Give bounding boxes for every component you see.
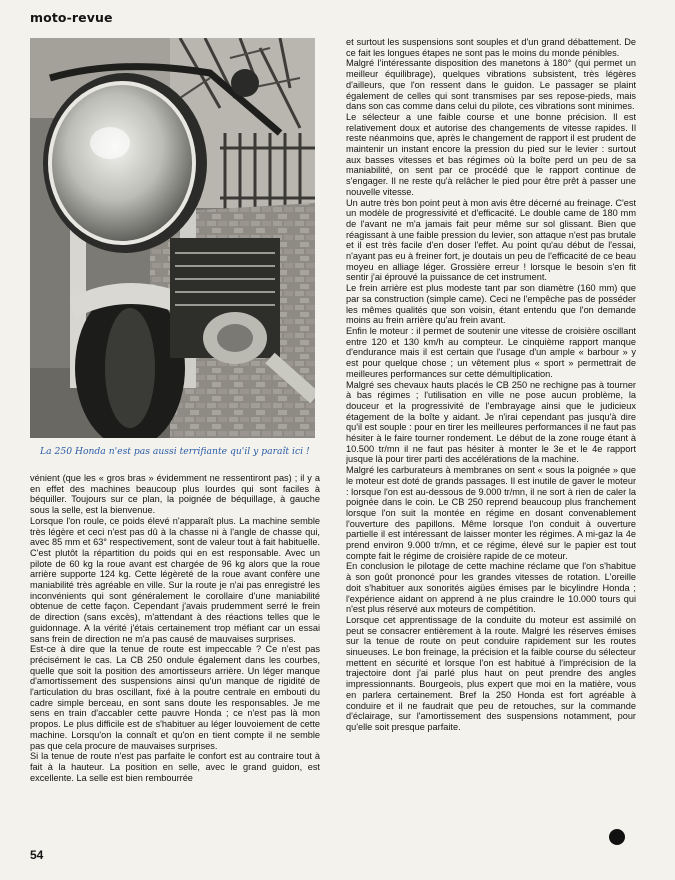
end-of-article-mark	[609, 829, 625, 845]
photo-caption: La 250 Honda n'est pas aussi terrifiante qu'il y paraît ici !	[40, 446, 310, 457]
article-right-column	[346, 37, 636, 845]
article-left-column	[30, 473, 320, 845]
paragraph: Lorsque l'on roule, ce poids élevé n'apparaît plus. La machine semble très légère et ceci n'est pas dû à la chasse ni à l'angle de chasse qui, avec 85 mm et 63° respectivement, sont de valeur tout à fait habituelle. C'est plutôt la répartition du poids qui en est responsable. Avec un pilote de 60 kg la roue avant est chargée de 96 kg alors que la roue arrière supporte 124 kg. Cette légèreté de la roue avant confère une maniabilité très agréable en ville. Sur la route je n'ai pas enregistré les inconvénients qui sont généralement le corollaire d'une maniabilité obtenue de cette façon. Cependant j'avais prudemment serré le frein de direction (sans excès), m'attendant à des réactions telles que le guidonnage. A la vérité j'étais certainement trop méfiant car un essai sans frein de direction ne m'a pas causé de mauvaises surprises.	[30, 515, 320, 644]
paragraph: Malgré les carburateurs à membranes on sent « sous la poignée » que le moteur est doté de grands passages. Il est inutile de gaver le moteur : lorsque l'on est au-dessous de 9.000 tr/mn, il ne sort à rien de caler la poignée dans le coin. Le CB 250 reprend beaucoup plus franchement lorsque l'on suit la montée en régime en dosant convenablement l'ouverture des papillons. Même lorsque l'on conduit à ouverture partielle il est intéressant de laisser monter les régimes. A mi-gaz la 4e prend environ 9.000 tr/mn, et ce régime, élevé sur le papier est tout compte fait le régime de croisière rapide de ce moteur.	[346, 465, 636, 561]
paragraph: Si la tenue de route n'est pas parfaite le confort est au contraire tout à fait à la hauteur. La position en selle, avec le grand guidon, est excellente. La selle est bien rembourrée	[30, 751, 320, 783]
paragraph: et surtout les suspensions sont souples et d'un grand débattement. De ce fait les longues étapes ne sont pas le moins du monde pénibles.	[346, 37, 636, 58]
paragraph: Malgré ses chevaux hauts placés le CB 250 ne rechigne pas à tourner à bas régimes ; l'utilisation en ville ne pose aucun problème, la douceur et la progressivité de l'embrayage ainsi que le judicieux étagement de la boîte y aidant. Je n'irai cependant pas jusqu'à dire qu'il est souple : pour en tirer les meilleures performances il ne faut pas hésiter à le faire tourner rondement. Le début de la zone rouge étant à 10.500 tr/mn il ne faut pas hésiter à monter le 3e et le 4e rapport jusque là pour tirer parti des accélérations de la machine.	[346, 379, 636, 465]
paragraph: Le sélecteur a une faible course et une bonne précision. Il est relativement doux et autorise des changements de vitesse rapides. Il reste néanmoins que, après le changement de rapport il est prudent de maintenir un instant encore la pression du pied sur le levier : surtout aux basses vitesses et bas régimes où la boîte perd un peu de sa maniabilité, on sent par ce procédé que le rapport continue de s'engager. Il ne reste qu'à relâcher le pied pour être prêt à passer une nouvelle vitesse.	[346, 111, 636, 197]
paragraph: Est-ce à dire que la tenue de route est impeccable ? Ce n'est pas précisément le cas. La CB 250 ondule également dans les courbes, quelle que soit la position des amortisseurs arrière. Un léger manque d'amortissement des suspensions ainsi qu'un manque de rigidité de l'articulation du bras oscillant, fixé à la poutre centrale en embouti du cadre simple berceau, en sont sans doute les responsables. Je me sens en train d'accabler cette pauvre Honda ; ce n'est pas là mon propos. Le plus difficile est de s'habituer au léger louvoiement de cette machine. Lorsqu'on la connaît et qu'on en tient compte il ne semble pas que cela procure de mauvaises surprises.	[30, 644, 320, 751]
magazine-title: moto-revue	[30, 10, 113, 25]
motorcycle-illustration	[30, 38, 315, 438]
paragraph: En conclusion le pilotage de cette machine réclame que l'on s'habitue à son goût prononcé pour les grandes vitesses de rotation. L'oreille doit s'habituer aux sonorités aigües émises par le bicylindre Honda ; l'expérience aidant on apprend à ne plus craindre le 10.000 tours qui n'est plus réservé aux moteurs de compétition.	[346, 561, 636, 615]
paragraph: Un autre très bon point peut à mon avis être décerné au freinage. C'est un modèle de progressivité et d'efficacité. Le double came de 180 mm de l'avant ne m'a jamais fait peur même sur sol glissant. Bien que réagissant à une faible pression du levier, son attaque n'est pas brutale et il est très facile d'en doser l'effet. Au point qu'au début de l'essai, n'ayant pas eu à freiner fort, je doutais un peu de l'efficacité de ce beau moyeu en alliage léger. Grossière erreur ! lorsque le besoin s'en fit sentir j'ai éprouvé la puissance de cet instrument.	[346, 197, 636, 283]
paragraph: Enfin le moteur : il permet de soutenir une vitesse de croisière oscillant entre 120 et 130 km/h au compteur. Le cinquième rapport manque d'endurance mais il est certain que l'usage d'un ample « barbour » y est pour quelque chose ; un vêtement plus « sport » permettrait de meilleures performances sur cette démultiplication.	[346, 325, 636, 379]
page-number: 54	[30, 848, 44, 862]
motorcycle-photo	[30, 38, 315, 438]
paragraph: Malgré l'intéressante disposition des manetons à 180° (qui permet un meilleur équilibrage), quelques vibrations subsistent, très légères d'ailleurs, que l'on ressent dans le guidon. Le passager se plaint également de celles qui sont transmises par ses repose-pieds, mais dans son cas comme dans celui du pilote, ces vibrations sont minimes.	[346, 58, 636, 112]
paragraph: vénient (que les « gros bras » évidemment ne ressentiront pas) ; il y a en effet des machines beaucoup plus lourdes qui sont faciles à béquiller. Toujours sur ce plan, la poignée de béquillage, à gauche sous la selle, est la bienvenue.	[30, 473, 320, 516]
paragraph: Lorsque cet apprentissage de la conduite du moteur est assimilé on peut se consacrer entièrement à la route. Malgré les réserves émises sur la tenue de route on peut conduire rapidement sur les routes sinueuses. Le bon freinage, la précision et la faible course du sélecteur mettent en sécurité et lorsque l'on est habitué à l'imprécision de la trajectoire dont j'ai parlé plus haut on peut prendre des angles impressionnants. Bourgeois, plus expert que moi en la matière, vous en parlera certainement. Bref la 250 Honda est fort agréable à conduire et il ne faudrait que peu de retouches, sur la commande d'éclairage, sur l'amortissement des suspensions notamment, pour qu'elle soit presque parfaite.	[346, 614, 636, 732]
paragraph: Le frein arrière est plus modeste tant par son diamètre (160 mm) que par sa construction (simple came). Ceci ne l'empêche pas de posséder les mêmes qualités que son voisin, étant entendu que l'on demande moins au frein arrière qu'au frein avant.	[346, 283, 636, 326]
